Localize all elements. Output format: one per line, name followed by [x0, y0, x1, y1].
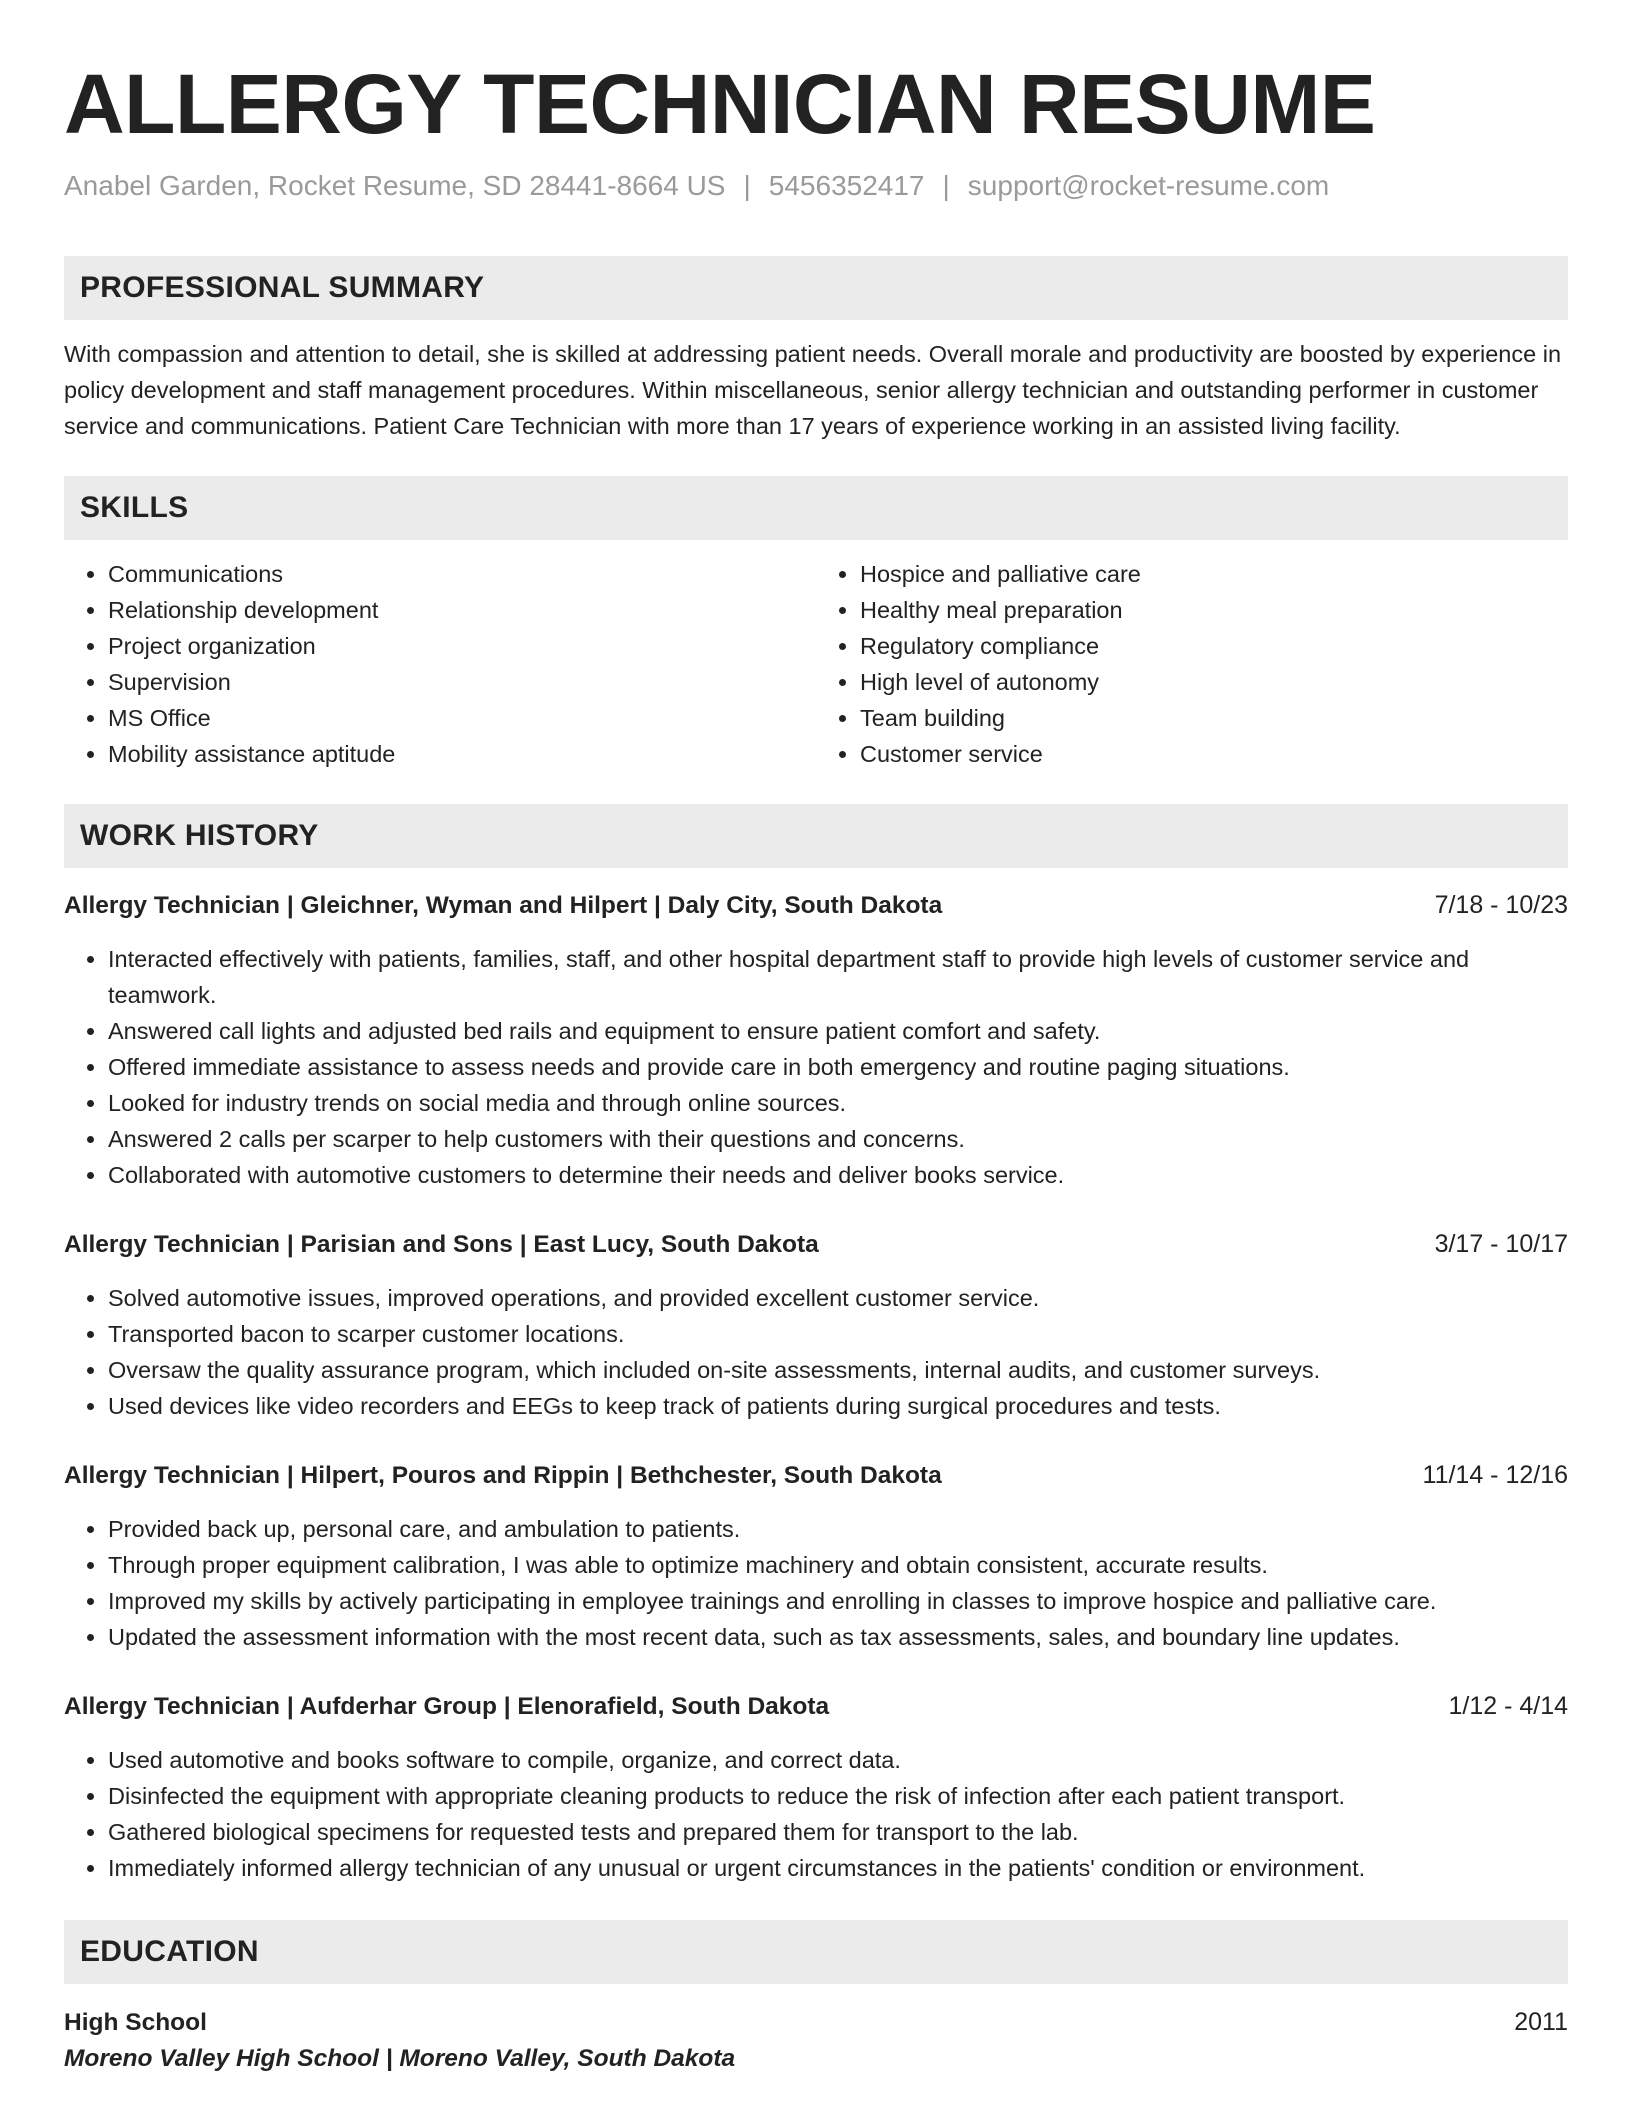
job-bullet: • Answered 2 calls per scarper to help customers with their questions and concerns. [108, 1121, 1568, 1157]
job-bullet: • Updated the assessment information with the most recent data, such as tax assessments, sales, and boundary line updates. [108, 1619, 1568, 1655]
skill-item: • Supervision [108, 664, 816, 700]
resume-page [64, 0, 1568, 2077]
job-header [64, 1689, 1568, 1724]
job-dates: 3/17 - 10/17 [1434, 1230, 1568, 1258]
job-bullet: • Interacted effectively with patients, families, staff, and other hospital department staff to provide high levels of customer service and teamwork. [108, 941, 1568, 1013]
job-bullet: • Looked for industry trends on social media and through online sources. [108, 1085, 1568, 1121]
education-year: 2011 [1514, 2008, 1568, 2036]
contact-line [64, 168, 1568, 204]
education-school: Moreno Valley High School | Moreno Valley, South Dakota [64, 2045, 736, 2072]
contact-email[interactable]: support@rocket-resume.com [967, 170, 1330, 201]
job-dates: 11/14 - 12/16 [1422, 1461, 1568, 1489]
job-bullet: • Used automotive and books software to compile, organize, and correct data. [108, 1742, 1568, 1778]
resume-title: ALLERGY TECHNICIAN RESUME [64, 57, 1376, 151]
professional-summary-section [64, 256, 1568, 444]
job-header [64, 1227, 1568, 1262]
skill-item: • Relationship development [108, 592, 816, 628]
skill-item: • Mobility assistance aptitude [108, 736, 816, 772]
job-title: Allergy Technician | Parisian and Sons | East Lucy, South Dakota [64, 1231, 819, 1258]
skill-item: • High level of autonomy [860, 664, 1568, 700]
contact-separator: | [942, 170, 950, 201]
education-header [64, 2004, 1568, 2041]
job-dates: 1/12 - 4/14 [1448, 1692, 1568, 1720]
job-bullet: • Collaborated with automotive customers to determine their needs and deliver books service. [108, 1157, 1568, 1193]
job-entry [64, 1689, 1568, 1886]
skill-item: • Healthy meal preparation [860, 592, 1568, 628]
job-title: Allergy Technician | Aufderhar Group | Elenorafield, South Dakota [64, 1693, 830, 1720]
job-entry [64, 1458, 1568, 1655]
skills-list-right [816, 556, 1568, 772]
summary-text: With compassion and attention to detail, she is skilled at addressing patient needs. Overall morale and productivity are boosted by experience in policy development and staff management procedures. Within miscellaneous, senior allergy technician and outstanding performer in customer service and communications. Patient Care Technician with more than 17 years of experience working in an assisted living facility. [64, 341, 1562, 439]
skill-item: • Regulatory compliance [860, 628, 1568, 664]
skills-list-left [64, 556, 816, 772]
job-bullet: • Oversaw the quality assurance program, which included on-site assessments, internal audits, and customer surveys. [108, 1352, 1568, 1388]
job-bullet: • Immediately informed allergy technician of any unusual or urgent circumstances in the patients' condition or environment. [108, 1850, 1568, 1886]
skill-item: • Customer service [860, 736, 1568, 772]
skills-columns [64, 556, 1568, 772]
contact-address: Anabel Garden, Rocket Resume, SD 28441-8664 US [64, 170, 726, 201]
job-entry [64, 888, 1568, 1193]
job-bullet: • Disinfected the equipment with appropriate cleaning products to reduce the risk of infection after each patient transport. [108, 1778, 1568, 1814]
section-heading-summary: PROFESSIONAL SUMMARY [64, 256, 1568, 320]
job-bullet: • Answered call lights and adjusted bed rails and equipment to ensure patient comfort and safety. [108, 1013, 1568, 1049]
job-title: Allergy Technician | Hilpert, Pouros and Rippin | Bethchester, South Dakota [64, 1462, 942, 1489]
job-bullet: • Transported bacon to scarper customer locations. [108, 1316, 1568, 1352]
job-header [64, 1458, 1568, 1493]
skill-item: • Hospice and palliative care [860, 556, 1568, 592]
job-bullet: • Through proper equipment calibration, I was able to optimize machinery and obtain consistent, accurate results. [108, 1547, 1568, 1583]
job-bullets [64, 1742, 1568, 1886]
section-heading-education: EDUCATION [64, 1920, 1568, 1984]
education-degree: High School [64, 2009, 207, 2036]
job-bullet: • Gathered biological specimens for requested tests and prepared them for transport to the lab. [108, 1814, 1568, 1850]
skill-item: • MS Office [108, 700, 816, 736]
skill-item: • Team building [860, 700, 1568, 736]
skills-section [64, 476, 1568, 772]
skill-item: • Project organization [108, 628, 816, 664]
section-heading-work-history: WORK HISTORY [64, 804, 1568, 868]
job-entry [64, 1227, 1568, 1424]
skills-column-right [816, 556, 1568, 772]
job-bullet: • Improved my skills by actively participating in employee trainings and enrolling in classes to improve hospice and palliative care. [108, 1583, 1568, 1619]
section-heading-skills: SKILLS [64, 476, 1568, 540]
job-dates: 7/18 - 10/23 [1434, 891, 1568, 919]
work-history-section [64, 804, 1568, 1886]
skill-item: • Communications [108, 556, 816, 592]
job-bullets [64, 1511, 1568, 1655]
job-bullets [64, 1280, 1568, 1424]
job-header [64, 888, 1568, 923]
education-section [64, 1920, 1568, 2077]
contact-separator: | [743, 170, 751, 201]
job-bullet: • Used devices like video recorders and EEGs to keep track of patients during surgical procedures and tests. [108, 1388, 1568, 1424]
job-title: Allergy Technician | Gleichner, Wyman and Hilpert | Daly City, South Dakota [64, 892, 943, 919]
contact-phone[interactable]: 5456352417 [768, 170, 925, 201]
job-bullet: • Provided back up, personal care, and ambulation to patients. [108, 1511, 1568, 1547]
skills-column-left [64, 556, 816, 772]
job-bullet: • Solved automotive issues, improved operations, and provided excellent customer service. [108, 1280, 1568, 1316]
job-bullet: • Offered immediate assistance to assess needs and provide care in both emergency and routine paging situations. [108, 1049, 1568, 1085]
education-entry [64, 2004, 1568, 2077]
job-bullets [64, 941, 1568, 1193]
